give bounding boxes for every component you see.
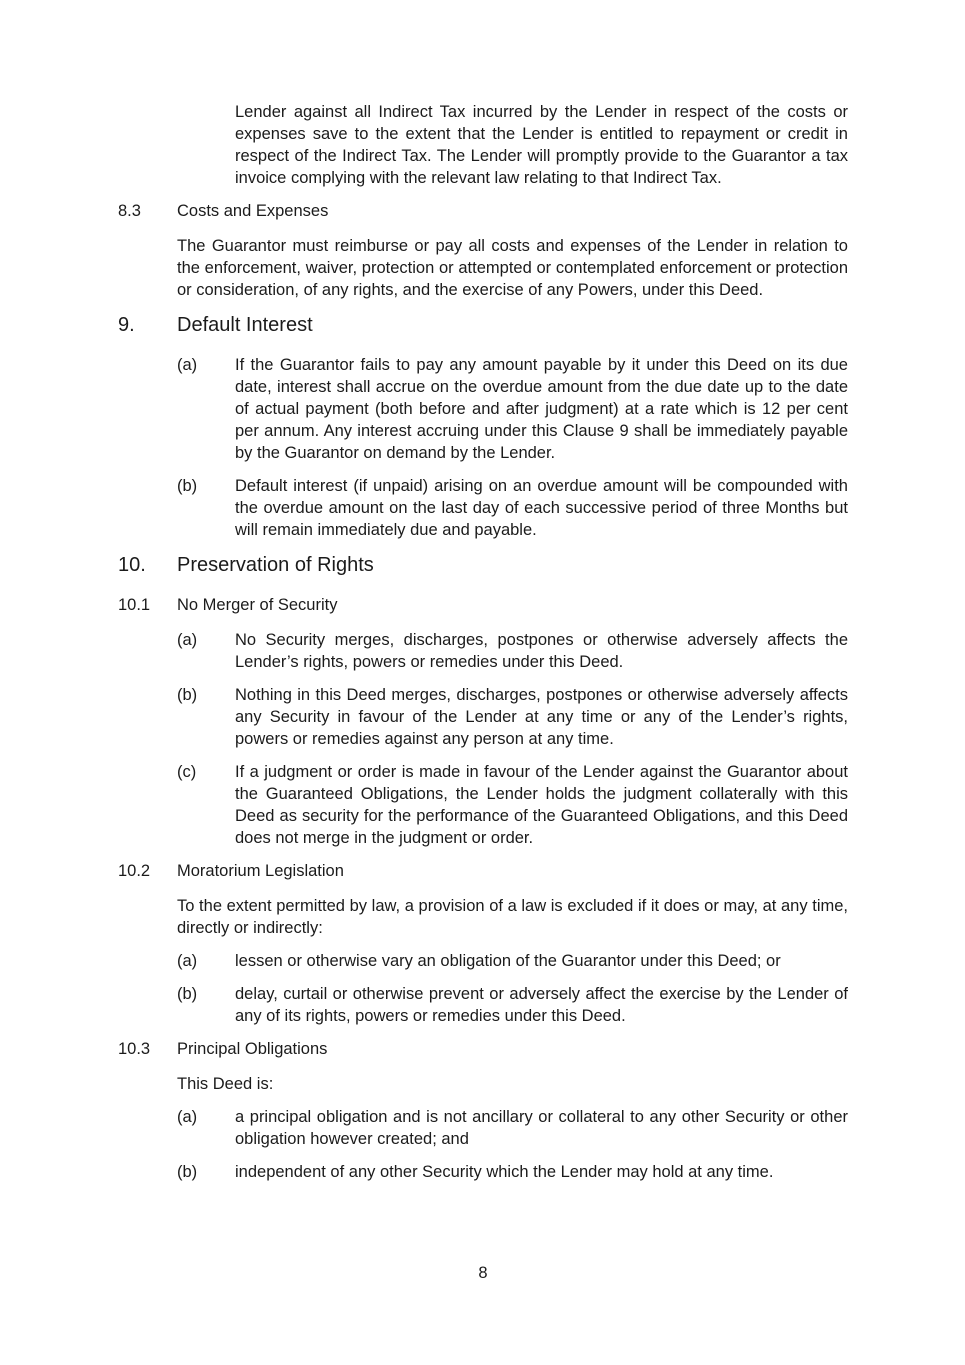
section-10-heading — [118, 553, 848, 578]
clause-item — [177, 684, 848, 750]
section-title: Moratorium Legislation — [177, 862, 344, 880]
page-number: 8 — [478, 1264, 488, 1282]
section-title: Principal Obligations — [177, 1040, 328, 1058]
clause-item — [177, 1106, 848, 1150]
clause-text: delay, curtail or otherwise prevent or adversely affect the exercise by the Lender of any of its rights, powers or remedies under this Deed. — [235, 985, 848, 1025]
section-number: 10.1 — [118, 596, 151, 614]
clause-label: (c) — [177, 763, 197, 781]
section-8-3-heading — [118, 200, 848, 222]
section-number: 10.3 — [118, 1040, 151, 1058]
clause-text: Default interest (if unpaid) arising on an overdue amount will be compounded with the overdue amount on the last day of each successive period of three Months but will remain immediately due and payable. — [235, 477, 848, 539]
clause-item — [177, 950, 848, 972]
section-title: Preservation of Rights — [177, 554, 374, 576]
section-10-2-heading — [118, 860, 848, 882]
clause-label: (b) — [177, 1163, 198, 1181]
clause-text: Nothing in this Deed merges, discharges, postpones or otherwise adversely affects any Security in favour of the Lender at any time or any of the Lender’s rights, powers or remedies against any person at any time. — [235, 686, 848, 748]
clause-text: If a judgment or order is made in favour of the Lender against the Guarantor about the Guaranteed Obligations, the Lender holds the judgment collaterally with this Deed as security for the performance of the Guaranteed Obligations, and this Deed does not merge in the judgment or order. — [235, 763, 848, 847]
clause-label: (b) — [177, 985, 198, 1003]
clause-item — [177, 475, 848, 541]
clause-label: (b) — [177, 686, 198, 704]
clause-text: a principal obligation and is not ancillary or collateral to any other Security or other obligation however created; and — [235, 1108, 848, 1148]
section-title: No Merger of Security — [177, 596, 338, 614]
section-number: 8.3 — [118, 202, 141, 220]
clause-item — [177, 354, 848, 464]
section-number: 10.2 — [118, 862, 151, 880]
section-number: 10. — [118, 554, 146, 576]
clause-label: (a) — [177, 356, 198, 374]
section-10-1-heading — [118, 594, 848, 616]
clause-label: (a) — [177, 631, 198, 649]
clause-item — [177, 629, 848, 673]
clause-text: lessen or otherwise vary an obligation of the Guarantor under this Deed; or — [235, 952, 781, 970]
clause-text: No Security merges, discharges, postpones or otherwise adversely affects the Lender’s rights, powers or remedies under this Deed. — [235, 631, 848, 671]
section-title: Default Interest — [177, 314, 313, 336]
clause-item — [177, 983, 848, 1027]
section-9-heading — [118, 313, 848, 338]
section-10-2-body: To the extent permitted by law, a provision of a law is excluded if it does or may, at any time, directly or indirectly: — [177, 897, 848, 937]
section-10-3-body: This Deed is: — [177, 1075, 274, 1093]
continuation-paragraph: Lender against all Indirect Tax incurred by the Lender in respect of the costs or expenses save to the extent that the Lender is entitled to repayment or credit in respect of the Indirect Tax. The Lender will promptly provide to the Guarantor a tax invoice complying with the relevant law relating to that Indirect Tax. — [235, 103, 848, 187]
clause-text: independent of any other Security which the Lender may hold at any time. — [235, 1163, 774, 1181]
clause-label: (a) — [177, 1108, 198, 1126]
clause-item — [177, 1161, 848, 1183]
clause-item — [177, 761, 848, 849]
section-title: Costs and Expenses — [177, 202, 329, 220]
clause-label: (b) — [177, 477, 198, 495]
clause-text: If the Guarantor fails to pay any amount payable by it under this Deed on its due date, interest shall accrue on the overdue amount from the due date up to the date of actual payment (both before and after judgment) at a rate which is 12 per cent per annum. Any interest accruing under this Clause 9 shall be immediately payable by the Guarantor on demand by the Lender. — [235, 356, 848, 462]
section-number: 9. — [118, 314, 135, 336]
clause-label: (a) — [177, 952, 198, 970]
page-content — [118, 101, 848, 1194]
section-8-3-body: The Guarantor must reimburse or pay all costs and expenses of the Lender in relation to the enforcement, waiver, protection or attempted or contemplated enforcement or protection or consideration, of any rights, and the exercise of any Powers, under this Deed. — [177, 237, 848, 299]
section-10-3-heading — [118, 1038, 848, 1060]
